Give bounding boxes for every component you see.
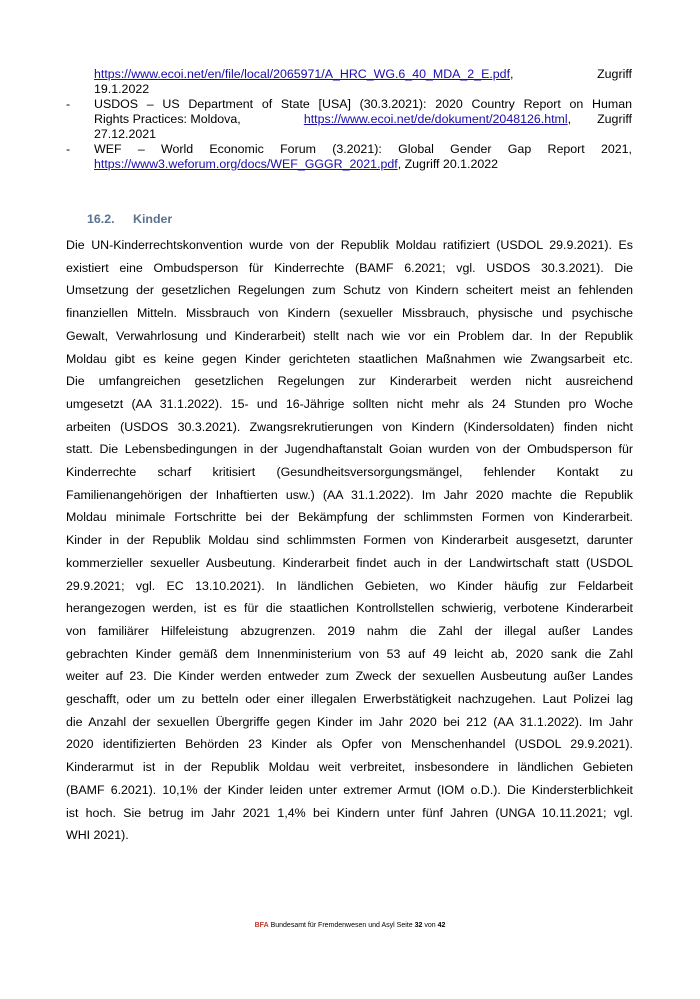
paragraph-line: weiter auf 23. Die Kinder werden entweder zum Zweck der sexuellen Ausbeutung außer Landes bbox=[66, 669, 633, 684]
paragraph-line: (BAMF 6.2021). 10,1% der Kinder leiden unter extremer Armut (IOM o.D.). Die Kindersterblichkeit bbox=[66, 782, 633, 797]
reference-suffix: , bbox=[510, 67, 514, 81]
list-dash: - bbox=[66, 97, 71, 111]
paragraph-line: herangezogen werden, ist es für die staatlichen Kontrollstellen schwierig, verbotene Kinderarbeit bbox=[66, 601, 633, 616]
reference-access-label: Zugriff bbox=[597, 67, 632, 81]
section-title: Kinder bbox=[133, 212, 173, 226]
reference-line bbox=[94, 82, 632, 97]
reference-item bbox=[66, 142, 632, 172]
footer-page-word: Seite bbox=[396, 922, 413, 929]
reference-line bbox=[94, 97, 632, 112]
paragraph-line: Die umfangreichen gesetzlichen Regelungen zur Kinderarbeit werden nicht ausreichend bbox=[66, 374, 633, 389]
reference-link[interactable]: https://www.ecoi.net/de/dokument/2048126.html bbox=[303, 112, 568, 126]
paragraph-line: statt. Die Lebensbedingungen in der Jugendhaftanstalt Goian wurden von der Ombudsperson für bbox=[66, 442, 633, 457]
reference-link-wrap bbox=[94, 67, 513, 81]
paragraph-line: ist hoch. Sie betrug im Jahr 2021 1,4% bei Kindern unter fünf Jahren (UNGA 10.11.2021; vgl. bbox=[66, 805, 633, 820]
list-dash: - bbox=[66, 142, 71, 156]
reference-line bbox=[94, 157, 632, 172]
reference-line bbox=[94, 142, 632, 157]
paragraph-line: von familiärer Hilfeleistung abzugrenzen. 2019 nahm die Zahl der illegal außer Landes bbox=[66, 623, 633, 638]
reference-line-main: 27.12.2021 bbox=[94, 127, 157, 141]
footer-org: Bundesamt für Fremdenwesen und Asyl bbox=[270, 922, 395, 929]
page-footer bbox=[0, 922, 700, 929]
reference-link[interactable]: https://www3.weforum.org/docs/WEF_GGGR_2021.pdf bbox=[94, 157, 398, 171]
reference-suffix: , Zugriff 20.1.2022 bbox=[397, 157, 499, 171]
paragraph-line: die Anzahl der sexuellen Übergriffe gegen Kinder im Jahr 2020 bei 212 (AA 31.1.2022). Im Jahr bbox=[66, 714, 633, 729]
reference-item bbox=[66, 97, 632, 142]
paragraph-line: kommerzieller sexueller Ausbeutung. Kinderarbeit findet auch in der Landwirtschaft statt (USDOL bbox=[66, 555, 633, 570]
reference-line-main bbox=[94, 112, 571, 127]
body-text bbox=[66, 234, 633, 847]
reference-line bbox=[94, 127, 632, 142]
list-dash bbox=[66, 67, 94, 97]
reference-line-main: 19.1.2022 bbox=[94, 82, 150, 96]
reference-line-main: WEF – World Economic Forum (3.2021): Global Gender Gap Report 2021, bbox=[94, 142, 632, 156]
reference-link-wrap bbox=[94, 157, 498, 171]
paragraph-line: Kinderarmut ist in der Republik Moldau weit verbreitet, insbesondere in ländlichen Gebieten bbox=[66, 760, 633, 775]
reference-line-main bbox=[94, 67, 513, 82]
reference-link[interactable]: https://www.ecoi.net/en/file/local/2065971/A_HRC_WG.6_40_MDA_2_E.pdf bbox=[94, 67, 511, 81]
reference-list bbox=[66, 67, 632, 172]
reference-prefix: Rights Practices: Moldova, bbox=[94, 112, 241, 126]
paragraph-line: Kinder in der Republik Moldau sind schlimmsten Formen von Kinderarbeit ausgesetzt, darunter bbox=[66, 533, 633, 548]
reference-text bbox=[94, 142, 632, 172]
paragraph-line: 29.9.2021; vgl. EC 13.10.2021). In ländlichen Gebieten, wo Kinder häufig zur Feldarbeit bbox=[66, 578, 633, 593]
reference-line-main: USDOS – US Department of State [USA] (30.3.2021): 2020 Country Report on Human bbox=[94, 97, 632, 111]
paragraph-line: existiert eine Ombudsperson für Kinderrechte (BAMF 6.2021; vgl. USDOS 30.3.2021). Die bbox=[66, 260, 633, 275]
paragraph-line: gebrachten Kinder gemäß dem Innenministerium von 53 auf 49 leicht ab, 2020 sank die Zahl bbox=[66, 646, 633, 661]
paragraph-line: umgesetzt (AA 31.1.2022). 15- und 16-Jährige sollten nicht mehr als 24 Stunden pro Woche bbox=[66, 396, 633, 411]
paragraph-line: Moldau gibt es keine gegen Kinder gerichteten staatlichen Maßnahmen wie Zwangsarbeit etc. bbox=[66, 351, 633, 366]
paragraph-line: Moldau minimale Fortschritte bei der Bekämpfung der schlimmsten Formen von Kinderarbeit. bbox=[66, 510, 633, 525]
reference-item bbox=[66, 67, 632, 97]
section-number: 16.2. bbox=[87, 212, 115, 226]
paragraph-line: WHI 2021). bbox=[66, 828, 129, 843]
reference-line-main bbox=[94, 157, 498, 171]
reference-link-wrap bbox=[304, 112, 571, 127]
section-heading bbox=[87, 212, 172, 226]
reference-line bbox=[94, 112, 632, 127]
reference-suffix: , bbox=[567, 112, 572, 126]
paragraph-line: Kinderrechte scharf kritisiert (Gesundheitsversorgungsmängel, fehlender Kontakt zu bbox=[66, 465, 633, 480]
reference-access-label: Zugriff bbox=[597, 112, 632, 126]
paragraph-line: Familienangehörigen der Inhaftierten usw.) (AA 31.1.2022). Im Jahr 2020 machte die Republik bbox=[66, 487, 633, 502]
footer-of-word: von bbox=[424, 922, 436, 929]
footer-page-total: 42 bbox=[437, 922, 446, 929]
paragraph-line: Die UN-Kinderrechtskonvention wurde von der Republik Moldau ratifiziert (USDOL 29.9.2021). Es bbox=[66, 238, 633, 252]
paragraph-line: arbeiten (USDOS 30.3.2021). Zwangsrekrutierungen von Kindern (Kindersoldaten) finden nicht bbox=[66, 419, 633, 434]
reference-text bbox=[94, 67, 632, 97]
paragraph-line: 2020 identifizierten Behörden 23 Kinder als Opfer von Menschenhandel (USDOL 29.9.2021). bbox=[66, 737, 633, 752]
paragraph-line: Gewalt, Verwahrlosung und Kinderarbeit) stellt nach wie vor ein Problem dar. In der Republik bbox=[66, 328, 633, 343]
paragraph-line: finanziellen Mitteln. Missbrauch von Kindern (sexueller Missbrauch, physische und psychische bbox=[66, 306, 633, 321]
paragraph-line: Umsetzung der gesetzlichen Regelungen zum Schutz von Kindern scheitert meist an fehlenden bbox=[66, 283, 633, 298]
paragraph-line: geschafft, oder um zu betteln oder einer illegalen Erwerbstätigkeit nachzugehen. Laut Polizei lag bbox=[66, 692, 633, 707]
reference-text bbox=[94, 97, 632, 142]
footer-brand: BFA bbox=[254, 922, 269, 929]
footer-page-number: 32 bbox=[414, 922, 423, 929]
reference-line bbox=[94, 67, 632, 82]
